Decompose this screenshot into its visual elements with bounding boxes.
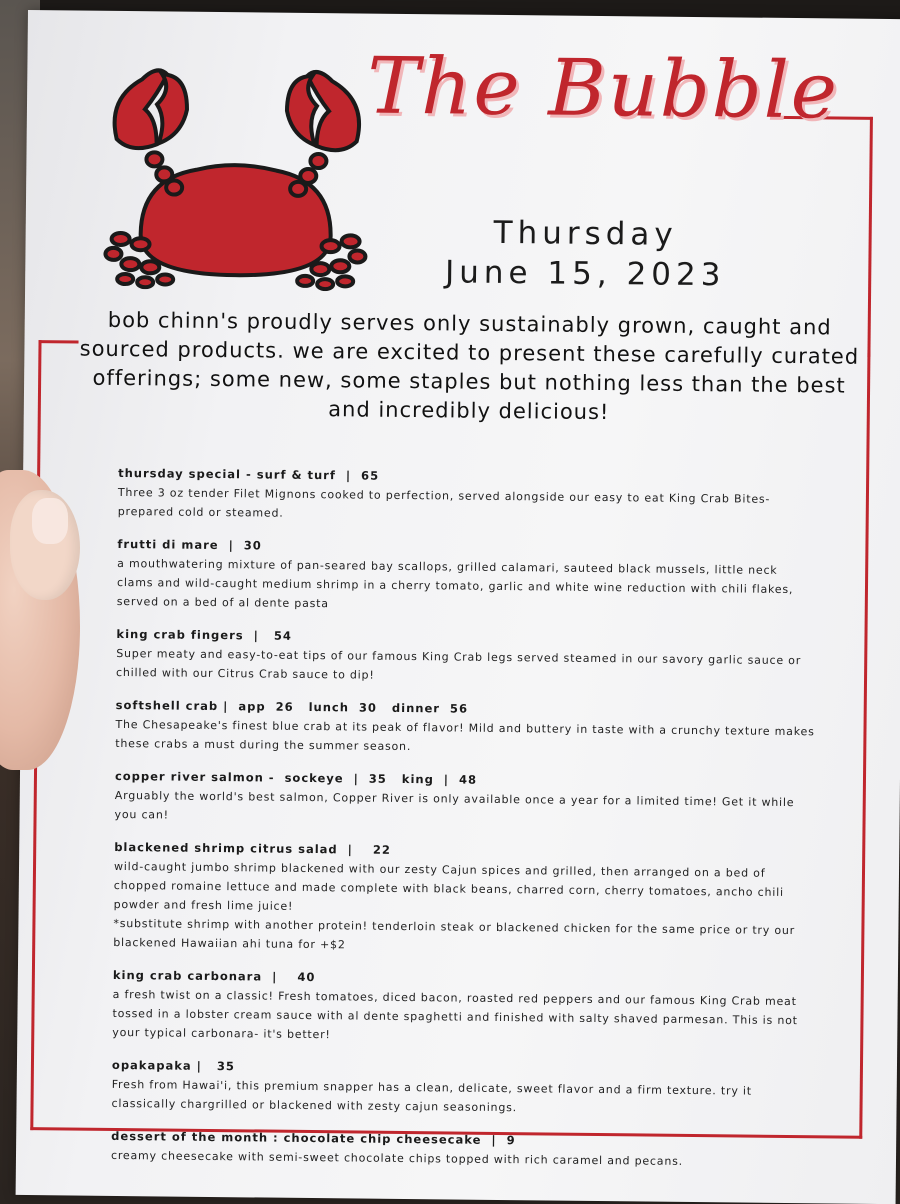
menu-day: Thursday bbox=[493, 214, 678, 253]
menu-date: June 15, 2023 bbox=[444, 254, 726, 294]
menu-item-desc: Arguably the world's best salmon, Copper River is only available once a year for a limited time! Get it while you can! bbox=[114, 788, 795, 822]
menu-item-desc: Fresh from Hawai'i, this premium snapper has a clean, delicate, sweet flavor and a firm texture. try it classically chargrilled or blackened with zesty cajun seasonings. bbox=[111, 1077, 753, 1115]
menu-item bbox=[115, 698, 816, 760]
menu-item-title: softshell crab | app 26 lunch 30 dinner 56 bbox=[115, 697, 469, 716]
menu-title: The Bubble bbox=[366, 41, 840, 137]
menu-item-desc: a mouthwatering mixture of pan-seared bay scallops, grilled calamari, sauteed black mussels, little neck clams and wild-caught medium shrimp in a cherry tomato, garlic and white wine reduction with chili flakes, served on a bed of al dente pasta bbox=[116, 556, 794, 611]
menu-item bbox=[118, 466, 819, 528]
menu-intro: bob chinn's proudly serves only sustainably grown, caught and sourced products. we are excited to present these carefully curated offerings; some new, some staples but nothing less than the best and incredibly delicious! bbox=[79, 307, 860, 425]
menu-item-desc: Super meaty and easy-to-eat tips of our famous King Crab legs served steamed in our savory garlic sauce or chilled with our Citrus Crab sauce to dip! bbox=[115, 646, 802, 682]
menu-item bbox=[111, 1058, 812, 1120]
menu-item bbox=[111, 1129, 811, 1172]
menu-item-title: frutti di mare | 30 bbox=[117, 536, 262, 553]
menu-item-title: dessert of the month : chocolate chip cheesecake | 9 bbox=[111, 1128, 516, 1148]
menu-item bbox=[116, 627, 817, 689]
menu-item-title: thursday special - surf & turf | 65 bbox=[118, 465, 380, 483]
menu-items bbox=[111, 466, 818, 1188]
menu-border-right-upper bbox=[867, 117, 873, 357]
menu-item bbox=[117, 537, 818, 618]
menu-item bbox=[114, 769, 815, 831]
menu-sheet bbox=[16, 10, 900, 1204]
menu-item-title: blackened shrimp citrus salad | 22 bbox=[114, 839, 392, 857]
thumbnail bbox=[32, 498, 68, 544]
menu-item-title: opakapaka | 35 bbox=[111, 1057, 235, 1074]
crab-icon bbox=[85, 39, 388, 292]
menu-item-desc: creamy cheesecake with semi-sweet chocolate chips topped with rich caramel and pecans. bbox=[110, 1148, 684, 1168]
menu-border-top-left bbox=[39, 340, 79, 343]
menu-item-title: king crab carbonara | 40 bbox=[112, 967, 316, 985]
menu-item-title: king crab fingers | 54 bbox=[116, 626, 292, 643]
menu-item-title: copper river salmon - sockeye | 35 king | 48 bbox=[114, 768, 478, 787]
menu-item-desc: The Chesapeake's finest blue crab at its peak of flavor! Mild and buttery in taste with a crunchy texture makes these crabs a must during the summer season. bbox=[115, 717, 815, 754]
menu-item bbox=[113, 840, 814, 959]
menu-item-desc: a fresh twist on a classic! Fresh tomatoes, diced bacon, roasted red peppers and our famous King Crab meat tossed in a lobster cream sauce with al dente spaghetti and finished with salty shaved parmesan. This is not your typical carbonara- it's better! bbox=[112, 987, 798, 1042]
menu-item bbox=[112, 968, 813, 1049]
menu-item-desc: wild-caught jumbo shrimp blackened with our zesty Cajun spices and grilled, then arranged on a bed of chopped romaine lettuce and made complete with black beans, charred corn, cherry tomatoes, ancho chili powder and fresh lime juice! bbox=[113, 859, 784, 913]
menu-item-desc: Three 3 oz tender Filet Mignons cooked to perfection, served alongside our easy to eat King Crab Bites- prepared cold or steamed. bbox=[117, 485, 771, 520]
menu-item-note: *substitute shrimp with another protein! tenderloin steak or blackened chicken for the same price or try our blackened Hawaiian ahi tuna for +$2 bbox=[113, 916, 796, 952]
